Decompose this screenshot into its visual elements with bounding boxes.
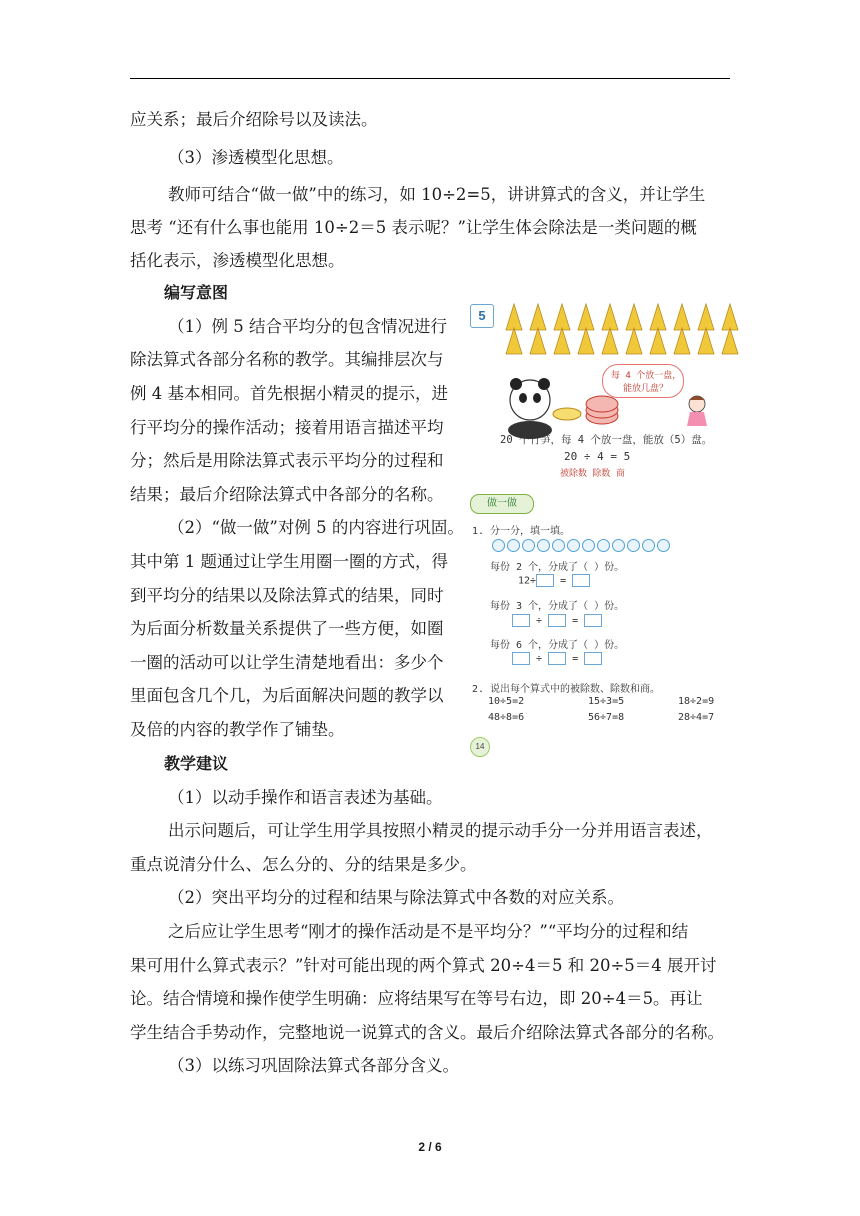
paragraph-line: （1）例 5 结合平均分的包含情况进行 (168, 317, 447, 336)
section-heading: 编写意图 (164, 283, 229, 302)
example-number-badge: 5 (470, 304, 494, 328)
paragraph-line: 其中第 1 题通过让学生用圈一圈的方式，得 (130, 552, 448, 571)
paragraph-line: 重点说清分什么、怎么分的、分的结果是多少。 (130, 855, 477, 874)
equation-cell: 15÷3=5 (588, 696, 625, 707)
paragraph-line: 行平均分的操作活动；接着用语言描述平均 (130, 418, 444, 437)
equation-part-labels: 被除数 除数 商 (560, 469, 625, 479)
paragraph-line: 为后面分析数量关系提供了一些方便，如圈 (130, 619, 444, 638)
paragraph-line: （2）“做一做”对例 5 的内容进行巩固。 (168, 518, 464, 537)
equation-cell: 56÷7=8 (588, 712, 625, 723)
section-heading: 教学建议 (164, 754, 229, 773)
equation-cell: 10÷5=2 (488, 696, 525, 707)
paragraph-line: 出示问题后，可让学生用学具按照小精灵的提示动手分一分并用语言表述， (168, 821, 713, 840)
paragraph-line: 括化表示，渗透模型化思想。 (130, 251, 345, 270)
bubble-text: 每 4 个放一盘， (611, 371, 682, 381)
question-2: 2. 说出每个算式中的被除数、除数和商。 (472, 684, 661, 695)
paragraph-line: 之后应让学生思考“刚才的操作活动是不是平均分？”“平均分的过程和结 (168, 922, 689, 941)
paragraph-line: 结果；最后介绍除法算式中各部分的名称。 (130, 485, 444, 504)
paragraph-line: 里面包含几个几，为后面解决问题的教学以 (130, 686, 444, 705)
practice-tag (470, 494, 534, 514)
page-number: 2 / 6 (418, 1140, 442, 1154)
textbook-page-number: 14 (470, 737, 490, 757)
practice-tag-label: 做一做 (487, 498, 517, 509)
paragraph-line: （1）以动手操作和语言表述为基础。 (168, 788, 443, 807)
paragraph-line: 果可用什么算式表示？”针对可能出现的两个算式 20÷4＝5 和 20÷5＝4 展开讨 (130, 956, 717, 975)
paragraph-line: （3）渗透模型化思想。 (168, 148, 344, 167)
paragraph-line: 思考 “还有什么事也能用 10÷2＝5 表示呢？”让学生体会除法是一类问题的概 (130, 218, 697, 237)
equation-cell: 18÷2=9 (678, 696, 715, 707)
circles-row (492, 539, 682, 553)
equation-blank-row: 12÷ = (518, 574, 590, 587)
paragraph-line: 例 4 基本相同。首先根据小精灵的提示，进 (130, 384, 448, 403)
problem-text: 20 个竹笋，每 4 个放一盘，能放（5）盘。 (500, 434, 713, 446)
equation-blank-row: ÷ = (512, 652, 602, 665)
paragraph-line: 及倍的内容的教学作了铺垫。 (130, 720, 345, 739)
bubble-text: 能放几盘？ (623, 384, 669, 394)
fairy-image (682, 394, 712, 428)
paragraph-line: 除法算式各部分名称的教学。其编排层次与 (130, 350, 444, 369)
question-1b: 每份 3 个，分成了（ ）份。 (490, 601, 625, 612)
equation-left: 12÷ (518, 575, 537, 587)
paragraph-line: 到平均分的结果以及除法算式的结果，同时 (130, 586, 444, 605)
paragraph-line: 论。结合情境和操作使学生明确：应将结果写在等号右边，即 20÷4＝5。再让 (130, 989, 703, 1008)
paragraph-line: 一圈的活动可以让学生清楚地看出：多少个 (130, 653, 444, 672)
paragraph-line: 学生结合手势动作，完整地说一说算式的含义。最后介绍除法算式各部分的名称。 (130, 1023, 724, 1042)
question-1a: 每份 2 个，分成了（ ）份。 (490, 562, 625, 573)
equation-cell: 28÷4=7 (678, 712, 715, 723)
paragraph-line: （3）以练习巩固除法算式各部分含义。 (168, 1056, 459, 1075)
question-1: 1. 分一分，填一填。 (472, 526, 571, 537)
header-rule (130, 78, 730, 79)
paragraph-line: （2）突出平均分的过程和结果与除法算式中各数的对应关系。 (168, 888, 624, 907)
paragraph-line: 应关系；最后介绍除号以及读法。 (130, 110, 378, 129)
equation-blank-row: ÷ = (512, 614, 602, 627)
question-1c: 每份 6 个，分成了（ ）份。 (490, 640, 625, 651)
example-equation: 20 ÷ 4 = 5 (564, 450, 631, 463)
equation-cell: 48÷8=6 (488, 712, 525, 723)
paragraph-line: 分；然后是用除法算式表示平均分的过程和 (130, 451, 444, 470)
textbook-figure (466, 294, 756, 764)
bamboo-shoots-image (502, 300, 792, 360)
paragraph-line: 教师可结合“做一做”中的练习，如 10÷2=5，讲讲算式的含义，并让学生 (168, 185, 706, 204)
speech-bubble (602, 364, 684, 398)
